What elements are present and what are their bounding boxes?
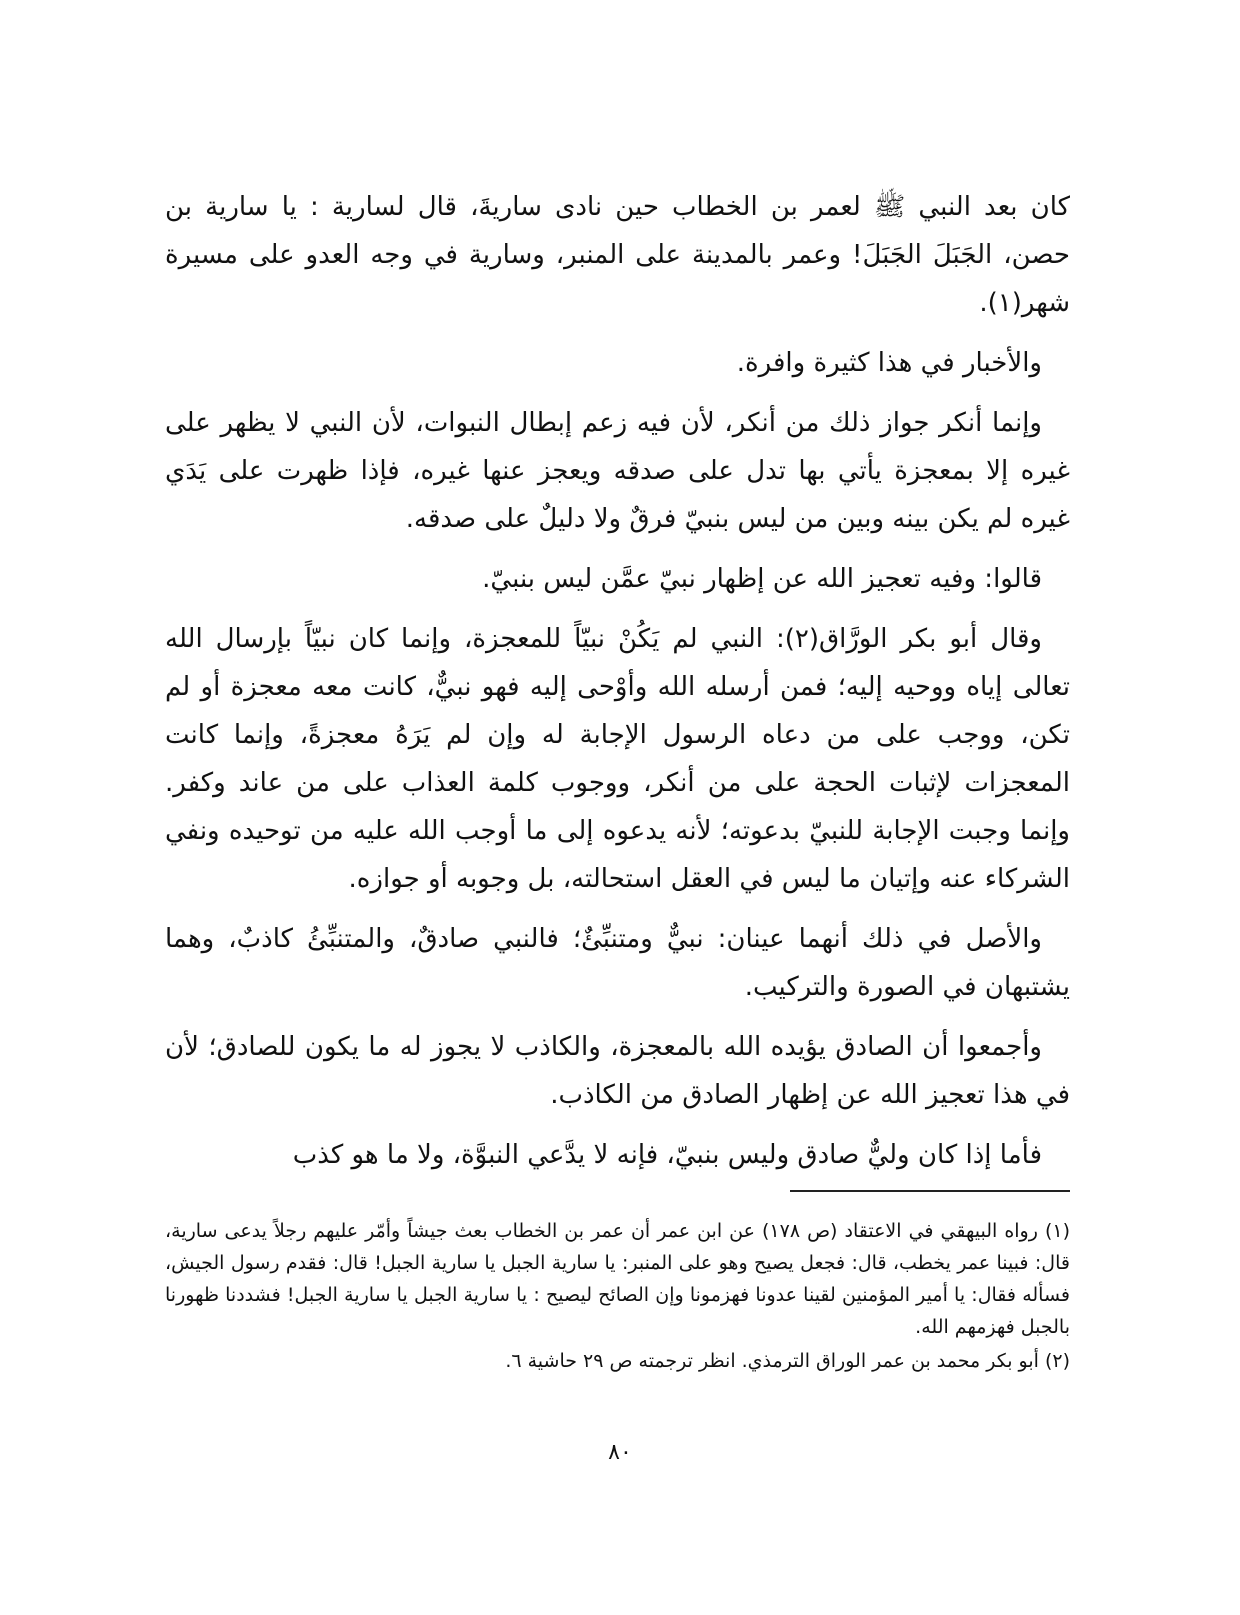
footnote-2: (٢) أبو بكر محمد بن عمر الوراق الترمذي. انظر ترجمته ص ٢٩ حاشية ٦. xyxy=(505,1350,1070,1372)
paragraph-8: فأما إذا كان وليٌّ صادق وليس بنبيّ، فإنه لا يدَّعي النبوَّة، ولا ما هو كذب xyxy=(292,1140,1042,1170)
paragraph-3: وإنما أنكر جواز ذلك من أنكر، لأن فيه زعم إبطال النبوات، لأن النبي لا يظهر على غيره إلا بمعجزة يأتي بها تدل على صدقه ويعجز عنها غيره، فإذا ظهرت على يَدَي غيره لم يكن بينه وبين من ليس بنبيّ فرقٌ ولا دليلٌ على صدقه. xyxy=(165,408,1070,534)
paragraph-5: وقال أبو بكر الورَّاق(٢): النبي لم يَكُنْ نبيّاً للمعجزة، وإنما كان نبيّاً بإرسال الله تعالى إياه ووحيه إليه؛ فمن أرسله الله وأوْحى إليه فهو نبيٌّ، كانت معه معجزة أو لم تكن، ووجب على من دعاه الرسول الإجابة له وإن لم يَرَهُ معجزةً، وإنما كانت المعجزات لإثبات الحجة على من أنكر، ووجوب كلمة العذاب على من عاند وكفر. وإنما وجبت الإجابة للنبيّ بدعوته؛ لأنه يدعوه إلى ما أوجب الله عليه من توحيده ونفي الشركاء عنه وإتيان ما ليس في العقل استحالته، بل وجوبه أو جوازه. xyxy=(165,624,1070,894)
paragraph-7: وأجمعوا أن الصادق يؤيده الله بالمعجزة، والكاذب لا يجوز له ما يكون للصادق؛ لأن في هذا تعجيز الله عن إظهار الصادق من الكاذب. xyxy=(165,1032,1070,1110)
paragraph-6: والأصل في ذلك أنهما عينان: نبيٌّ ومتنبِّئٌ؛ فالنبي صادقٌ، والمتنبِّئُ كاذبٌ، وهما يشتبهان في الصورة والتركيب. xyxy=(165,924,1070,1002)
footnotes xyxy=(165,1215,1070,1377)
paragraph-4: قالوا: وفيه تعجيز الله عن إظهار نبيّ عمَّن ليس بنبيّ. xyxy=(482,564,1042,594)
paragraph-1: كان بعد النبي ﷺ لعمر بن الخطاب حين نادى ساريةَ، قال لسارية : يا سارية بن حصن، الجَبَلَ الجَبَلَ! وعمر بالمدينة على المنبر، وسارية في وجه العدو على مسيرة شهر(١). xyxy=(165,192,1070,318)
page-number: ٨٠ xyxy=(608,1440,632,1465)
footnote-separator xyxy=(790,1190,1070,1192)
footnote-1: (١) رواه البيهقي في الاعتقاد (ص ١٧٨) عن ابن عمر أن عمر بن الخطاب بعث جيشاً وأمّر عليهم رجلاً يدعى سارية، قال: فبينا عمر يخطب، قال: فجعل يصيح وهو على المنبر: يا سارية الجبل يا سارية الجبل! قال: فقدم رسول الجيش، فسأله فقال: يا أمير المؤمنين لقينا عدونا فهزمونا وإن الصائح ليصيح : يا سارية الجبل يا سارية الجبل! فشددنا ظهورنا بالجبل فهزمهم الله. xyxy=(165,1220,1071,1338)
main-text xyxy=(165,183,1070,1179)
paragraph-2: والأخبار في هذا كثيرة وافرة. xyxy=(736,348,1042,378)
